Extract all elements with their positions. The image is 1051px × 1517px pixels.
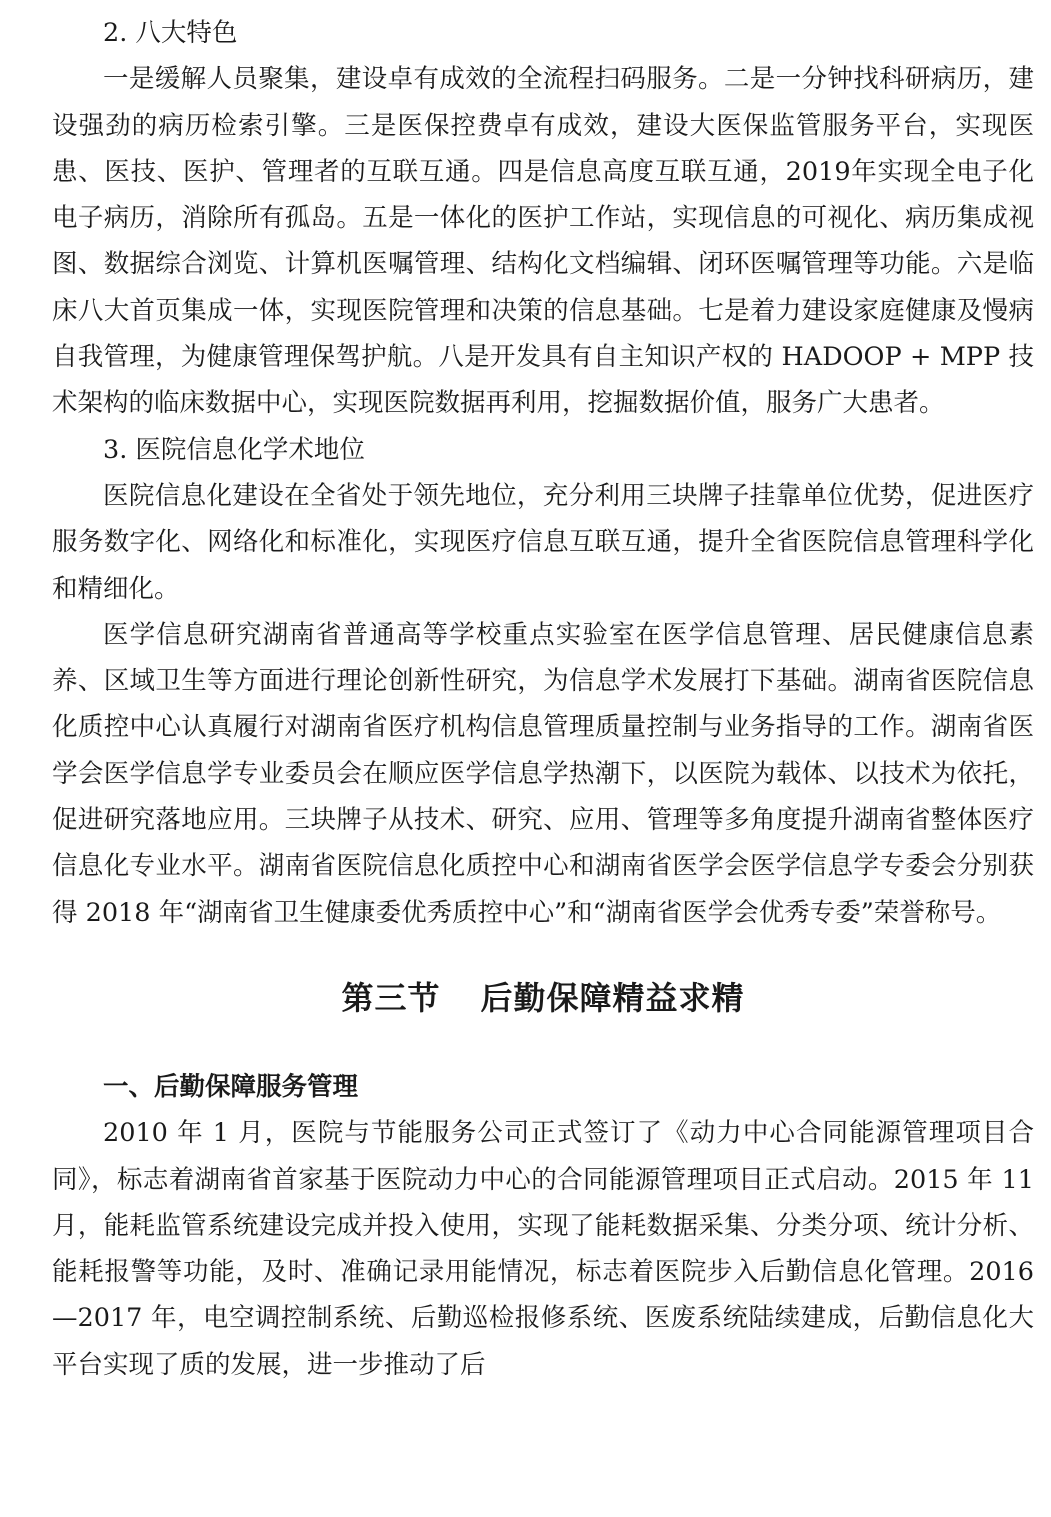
document-page bbox=[52, 10, 1034, 1388]
paragraph-logistics: 2010 年 1 月，医院与节能服务公司正式签订了《动力中心合同能源管理项目合同》，标志着湖南省首家基于医院动力中心的合同能源管理项目正式启动。2015 年 11 月，能耗监管系统建设完成并投入使用，实现了能耗数据采集、分类分项、统计分析、能耗报警等功能，及时、准确记录用能情况，标志着医院步入后勤信息化管理。2016—2017 年，电空调控制系统、后勤巡检报修系统、医废系统陆续建成，后勤信息化大平台实现了质的发展，进一步推动了后 bbox=[52, 1118, 1034, 1380]
section-name: 后勤保障精益求精 bbox=[480, 978, 745, 1017]
section-title bbox=[52, 978, 1034, 1018]
section-number: 第三节 bbox=[341, 978, 441, 1017]
subsection-heading-academic: 3. 医院信息化学术地位 bbox=[103, 434, 365, 465]
paragraph-academic-2: 医学信息研究湖南省普通高等学校重点实验室在医学信息管理、居民健康信息素养、区域卫生等方面进行理论创新性研究，为信息学术发展打下基础。湖南省医院信息化质控中心认真履行对湖南省医疗机构信息管理质量控制与业务指导的工作。湖南省医学会医学信息学专业委员会在顺应医学信息学热潮下，以医院为载体、以技术为依托，促进研究落地应用。三块牌子从技术、研究、应用、管理等多角度提升湖南省整体医疗信息化专业水平。湖南省医院信息化质控中心和湖南省医学会医学信息学专委会分别获得 2018 年“湖南省卫生健康委优秀质控中心”和“湖南省医学会优秀专委”荣誉称号。 bbox=[52, 619, 1034, 928]
heading-logistics: 一、后勤保障服务管理 bbox=[103, 1071, 359, 1102]
paragraph-academic-1: 医院信息化建设在全省处于领先地位，充分利用三块牌子挂靠单位优势，促进医疗服务数字化、网络化和标准化，实现医疗信息互联互通，提升全省医院信息管理科学化和精细化。 bbox=[52, 480, 1034, 604]
paragraph-features: 一是缓解人员聚集，建设卓有成效的全流程扫码服务。二是一分钟找科研病历，建设强劲的病历检索引擎。三是医保控费卓有成效，建设大医保监管服务平台，实现医患、医技、医护、管理者的互联互通。四是信息高度互联互通，2019年实现全电子化电子病历，消除所有孤岛。五是一体化的医护工作站，实现信息的可视化、病历集成视图、数据综合浏览、计算机医嘱管理、结构化文档编辑、闭环医嘱管理等功能。六是临床八大首页集成一体，实现医院管理和决策的信息基础。七是着力建设家庭健康及慢病自我管理，为健康管理保驾护航。八是开发具有自主知识产权的 HADOOP + MPP 技术架构的临床数据中心，实现医院数据再利用，挖掘数据价值，服务广大患者。 bbox=[52, 64, 1034, 419]
subsection-heading-features: 2. 八大特色 bbox=[103, 18, 238, 48]
